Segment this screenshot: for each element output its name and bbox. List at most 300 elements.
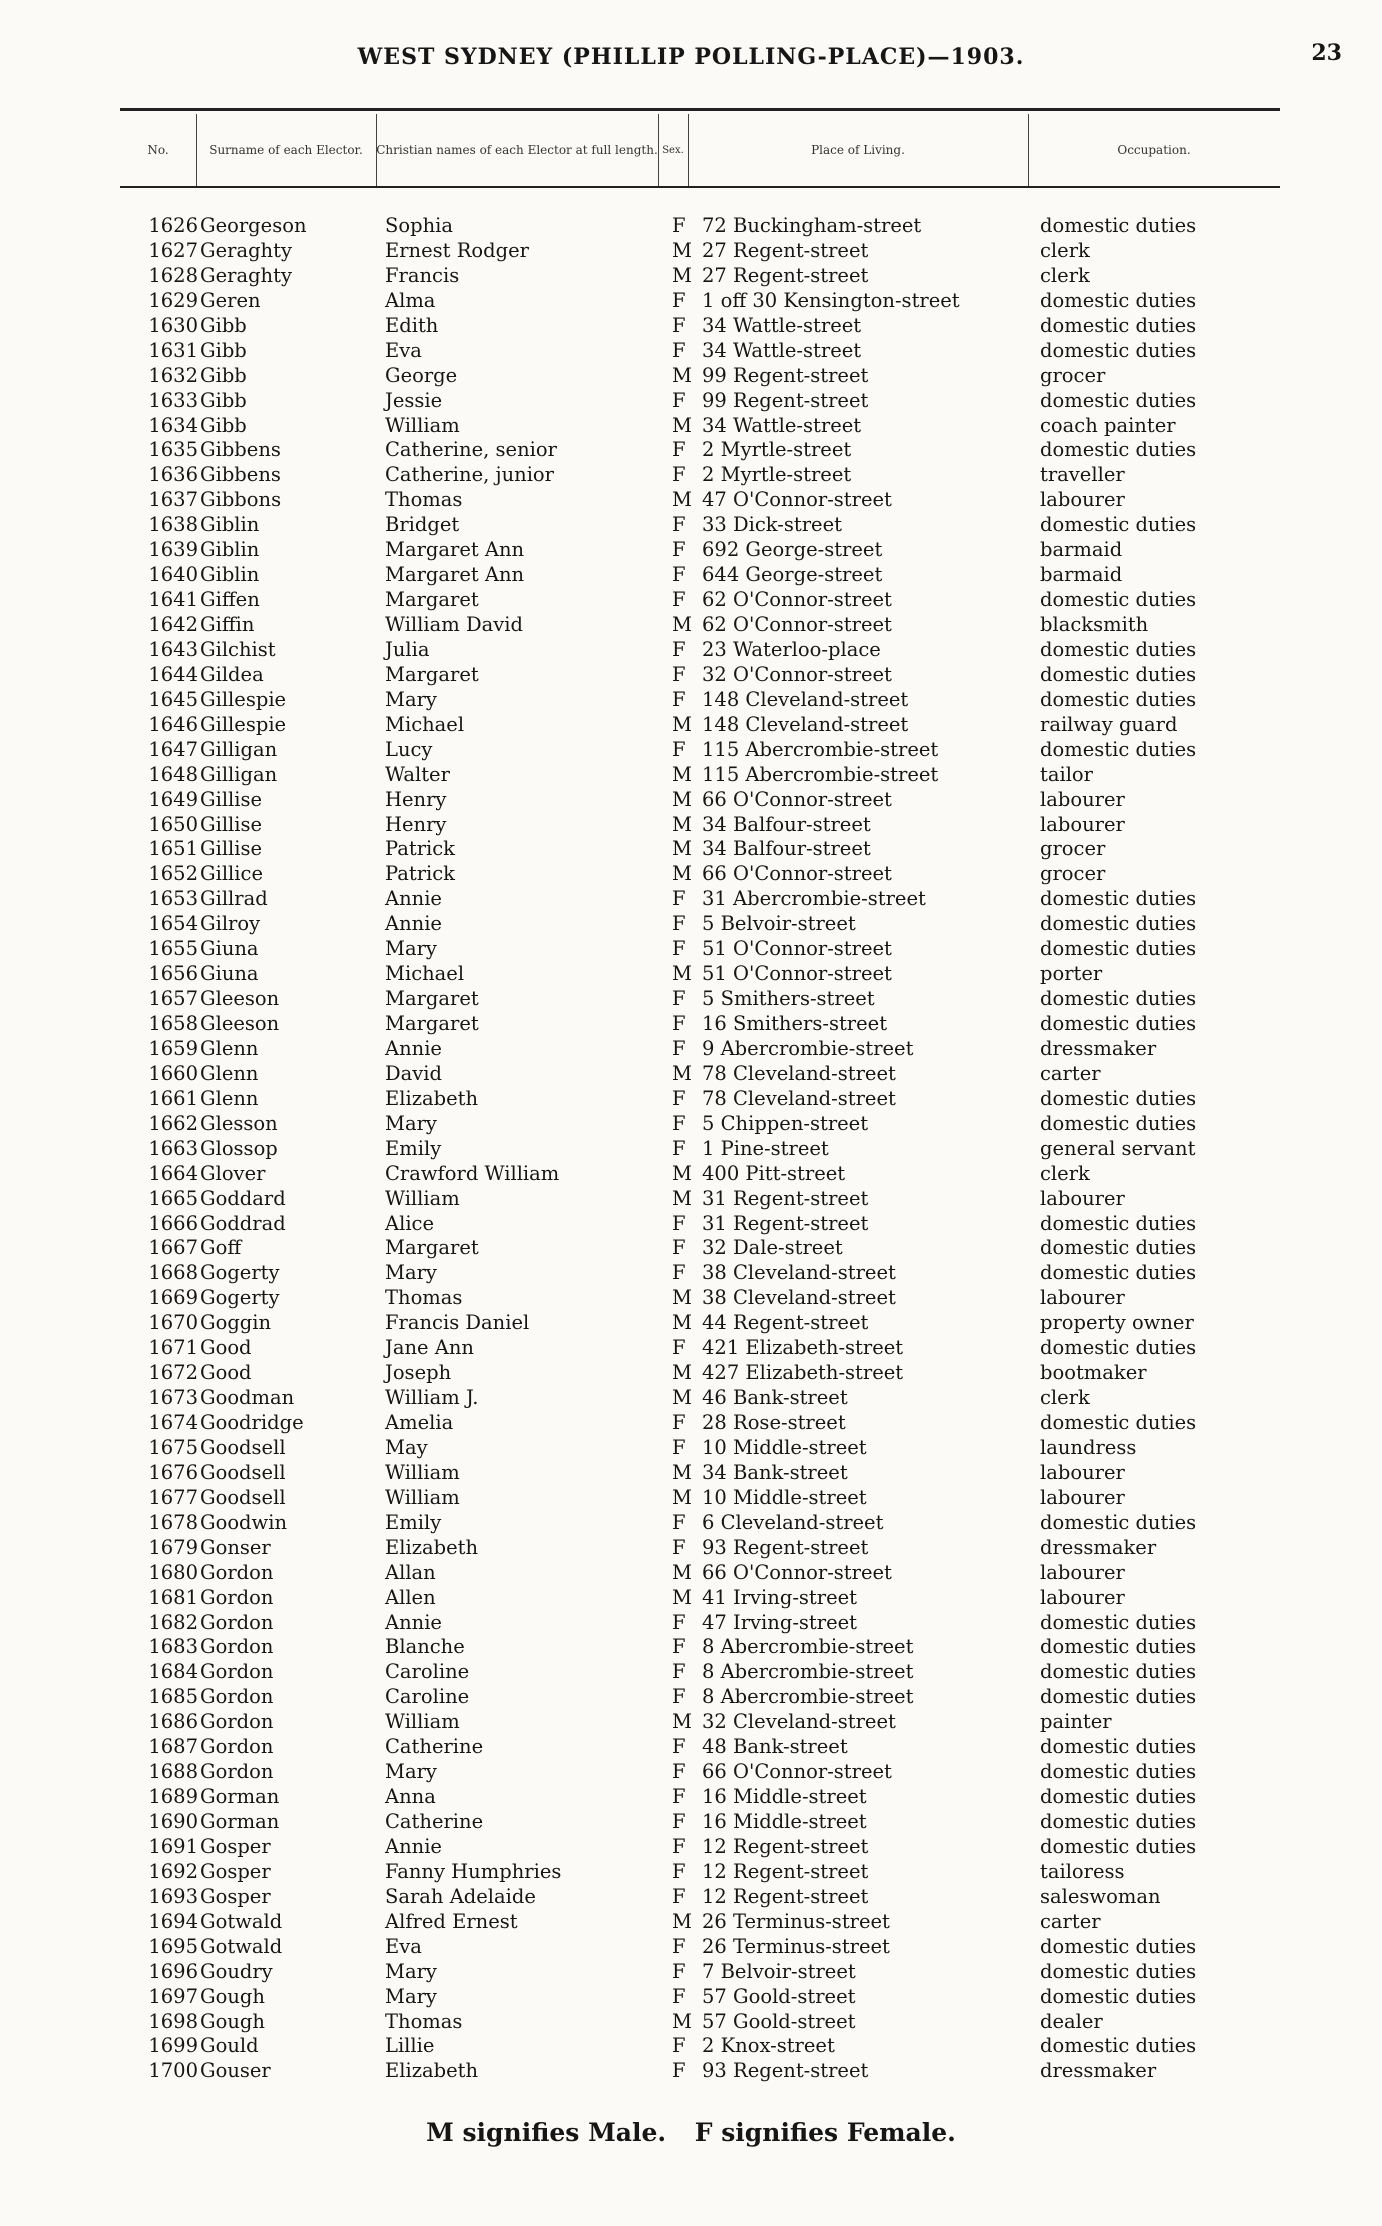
- elector-surname: Giffin: [200, 613, 255, 636]
- elector-surname: Glenn: [200, 1036, 259, 1060]
- elector-sex: F: [672, 313, 686, 337]
- elector-christian-names: William J.: [385, 1386, 479, 1410]
- page-title: WEST SYDNEY (PHILLIP POLLING-PLACE)—1903.: [357, 44, 1025, 70]
- elector-place-of-living: 48 Bank-street: [702, 1735, 848, 1759]
- elector-christian-names: Crawford William: [385, 1161, 560, 1185]
- table-row: [0, 1136, 1382, 1161]
- elector-occupation: barmaid: [1040, 563, 1123, 587]
- elector-christian-names: Annie: [385, 1036, 442, 1060]
- elector-sex: F: [672, 513, 686, 537]
- elector-place-of-living: 1 Pine-street: [702, 1136, 829, 1160]
- elector-number: 1656: [148, 962, 198, 986]
- elector-occupation: domestic duties: [1040, 637, 1197, 661]
- elector-christian-names: George: [385, 363, 458, 387]
- elector-number: 1642: [148, 613, 198, 636]
- elector-place-of-living: 12 Regent-street: [702, 1884, 869, 1908]
- elector-sex: F: [672, 1610, 686, 1634]
- elector-sex: F: [672, 1810, 686, 1833]
- table-row: [0, 1984, 1382, 2009]
- elector-surname: Goff: [200, 1236, 242, 1260]
- elector-christian-names: Catherine, senior: [385, 438, 557, 462]
- elector-number: 1651: [148, 837, 198, 861]
- header-occupation: Occupation.: [1117, 142, 1191, 157]
- elector-sex: M: [672, 1386, 692, 1410]
- elector-number: 1676: [148, 1460, 198, 1484]
- table-row: [0, 413, 1382, 438]
- elector-surname: Goodsell: [200, 1435, 286, 1459]
- elector-number: 1697: [148, 1984, 198, 2008]
- elector-occupation: domestic duties: [1040, 1760, 1197, 1784]
- elector-number: 1657: [148, 987, 198, 1011]
- elector-occupation: domestic duties: [1040, 887, 1197, 911]
- elector-place-of-living: 62 O'Connor-street: [702, 613, 892, 636]
- elector-sex: F: [672, 1510, 686, 1534]
- table-row: [0, 1385, 1382, 1410]
- elector-occupation: domestic duties: [1040, 1610, 1197, 1634]
- elector-occupation: domestic duties: [1040, 1959, 1197, 1983]
- elector-place-of-living: 62 O'Connor-street: [702, 588, 892, 612]
- elector-number: 1662: [148, 1111, 198, 1135]
- elector-surname: Goodman: [200, 1386, 295, 1410]
- elector-number: 1699: [148, 2034, 198, 2058]
- elector-surname: Gillrad: [200, 887, 268, 911]
- elector-occupation: dealer: [1040, 2009, 1103, 2033]
- elector-christian-names: Annie: [385, 912, 442, 936]
- elector-sex: F: [672, 687, 686, 711]
- elector-surname: Gillice: [200, 862, 263, 886]
- elector-place-of-living: 26 Terminus-street: [702, 1909, 890, 1933]
- table-row: [0, 587, 1382, 612]
- elector-sex: M: [672, 1161, 692, 1185]
- elector-surname: Glenn: [200, 1061, 259, 1085]
- table-row: [0, 1460, 1382, 1485]
- elector-occupation: traveller: [1040, 463, 1125, 487]
- elector-number: 1649: [148, 787, 198, 811]
- elector-surname: Gogerty: [200, 1261, 280, 1285]
- elector-sex: F: [672, 1111, 686, 1135]
- table-row: [0, 1684, 1382, 1709]
- elector-place-of-living: 57 Goold-street: [702, 2009, 856, 2033]
- elector-number: 1659: [148, 1036, 198, 1060]
- elector-surname: Goodsell: [200, 1460, 286, 1484]
- elector-number: 1672: [148, 1361, 198, 1385]
- table-row: [0, 363, 1382, 388]
- elector-occupation: labourer: [1040, 1186, 1125, 1210]
- elector-sex: F: [672, 1535, 686, 1559]
- elector-number: 1667: [148, 1236, 198, 1260]
- elector-occupation: porter: [1040, 962, 1103, 986]
- elector-sex: M: [672, 787, 692, 811]
- elector-christian-names: Francis: [385, 263, 460, 287]
- elector-number: 1670: [148, 1311, 198, 1335]
- elector-christian-names: Lucy: [385, 737, 433, 761]
- elector-christian-names: Catherine, junior: [385, 463, 554, 487]
- elector-occupation: carter: [1040, 1061, 1101, 1085]
- elector-surname: Gordon: [200, 1760, 274, 1784]
- table-row: [0, 263, 1382, 288]
- elector-number: 1632: [148, 363, 198, 387]
- elector-christian-names: Edith: [385, 313, 439, 337]
- table-row: [0, 687, 1382, 712]
- elector-occupation: dressmaker: [1040, 1535, 1157, 1559]
- table-row: [0, 537, 1382, 562]
- elector-number: 1633: [148, 388, 198, 412]
- elector-place-of-living: 38 Cleveland-street: [702, 1286, 896, 1310]
- elector-surname: Geraghty: [200, 238, 292, 262]
- elector-surname: Gotwald: [200, 1934, 283, 1958]
- table-row: [0, 1734, 1382, 1759]
- elector-place-of-living: 10 Middle-street: [702, 1485, 867, 1509]
- table-row: [0, 886, 1382, 911]
- elector-place-of-living: 400 Pitt-street: [702, 1161, 846, 1185]
- elector-surname: Gordon: [200, 1610, 274, 1634]
- elector-occupation: domestic duties: [1040, 1834, 1197, 1858]
- elector-place-of-living: 12 Regent-street: [702, 1834, 869, 1858]
- elector-christian-names: Mary: [385, 1261, 437, 1285]
- elector-place-of-living: 99 Regent-street: [702, 363, 869, 387]
- elector-occupation: domestic duties: [1040, 1510, 1197, 1534]
- elector-place-of-living: 7 Belvoir-street: [702, 1959, 856, 1983]
- elector-surname: Gillespie: [200, 687, 287, 711]
- elector-occupation: labourer: [1040, 812, 1125, 836]
- table-row: [0, 2009, 1382, 2034]
- elector-occupation: domestic duties: [1040, 1012, 1197, 1035]
- elector-surname: Goddrad: [200, 1211, 286, 1235]
- elector-number: 1634: [148, 413, 198, 437]
- elector-surname: Glover: [200, 1161, 266, 1185]
- elector-number: 1626: [148, 214, 198, 237]
- elector-number: 1698: [148, 2009, 198, 2033]
- elector-surname: Gosper: [200, 1859, 271, 1883]
- elector-surname: Goudry: [200, 1959, 273, 1983]
- elector-christian-names: William: [385, 1460, 460, 1484]
- elector-number: 1641: [148, 588, 198, 612]
- elector-sex: F: [672, 937, 686, 961]
- elector-place-of-living: 10 Middle-street: [702, 1435, 867, 1459]
- elector-sex: F: [672, 288, 686, 312]
- elector-number: 1668: [148, 1261, 198, 1285]
- elector-surname: Gough: [200, 2009, 265, 2033]
- elector-sex: F: [672, 1012, 686, 1035]
- elector-occupation: domestic duties: [1040, 1635, 1197, 1659]
- elector-place-of-living: 115 Abercrombie-street: [702, 762, 939, 786]
- elector-number: 1661: [148, 1086, 198, 1110]
- elector-sex: M: [672, 238, 692, 262]
- elector-occupation: dressmaker: [1040, 2059, 1157, 2083]
- elector-place-of-living: 6 Cleveland-street: [702, 1510, 884, 1534]
- elector-number: 1663: [148, 1136, 198, 1160]
- elector-christian-names: Elizabeth: [385, 1535, 479, 1559]
- elector-place-of-living: 66 O'Connor-street: [702, 787, 892, 811]
- elector-number: 1628: [148, 263, 198, 287]
- elector-christian-names: Allen: [385, 1585, 436, 1609]
- elector-sex: F: [672, 737, 686, 761]
- elector-surname: Goodwin: [200, 1510, 288, 1534]
- elector-christian-names: Emily: [385, 1136, 442, 1160]
- elector-place-of-living: 47 Irving-street: [702, 1610, 858, 1634]
- table-row: [0, 1335, 1382, 1360]
- elector-number: 1666: [148, 1211, 198, 1235]
- elector-surname: Gilchist: [200, 637, 276, 661]
- elector-surname: Geraghty: [200, 263, 292, 287]
- elector-christian-names: Emily: [385, 1510, 442, 1534]
- elector-place-of-living: 78 Cleveland-street: [702, 1061, 896, 1085]
- elector-number: 1645: [148, 687, 198, 711]
- elector-occupation: painter: [1040, 1710, 1112, 1734]
- table-row: [0, 1011, 1382, 1036]
- elector-occupation: domestic duties: [1040, 937, 1197, 961]
- elector-sex: F: [672, 1236, 686, 1260]
- elector-christian-names: Margaret: [385, 588, 479, 612]
- elector-occupation: railway guard: [1040, 712, 1178, 736]
- elector-christian-names: William: [385, 1485, 460, 1509]
- elector-sex: F: [672, 1261, 686, 1285]
- elector-number: 1684: [148, 1660, 198, 1684]
- elector-place-of-living: 99 Regent-street: [702, 388, 869, 412]
- elector-occupation: domestic duties: [1040, 1984, 1197, 2008]
- elector-sex: F: [672, 637, 686, 661]
- elector-place-of-living: 16 Smithers-street: [702, 1012, 888, 1035]
- elector-place-of-living: 2 Myrtle-street: [702, 438, 852, 462]
- elector-place-of-living: 26 Terminus-street: [702, 1934, 890, 1958]
- elector-place-of-living: 5 Smithers-street: [702, 987, 875, 1011]
- elector-surname: Glenn: [200, 1086, 259, 1110]
- elector-christian-names: Margaret Ann: [385, 563, 525, 587]
- table-row: [0, 213, 1382, 238]
- elector-surname: Goodridge: [200, 1411, 304, 1434]
- elector-occupation: bootmaker: [1040, 1361, 1147, 1385]
- elector-sex: F: [672, 1959, 686, 1983]
- elector-place-of-living: 44 Regent-street: [702, 1311, 869, 1335]
- elector-number: 1635: [148, 438, 198, 462]
- header-top-rule: [120, 108, 1280, 111]
- elector-occupation: domestic duties: [1040, 214, 1197, 237]
- elector-surname: Gilligan: [200, 762, 278, 786]
- elector-sex: M: [672, 837, 692, 861]
- elector-place-of-living: 27 Regent-street: [702, 263, 869, 287]
- table-row: [0, 1585, 1382, 1610]
- elector-sex: M: [672, 2009, 692, 2033]
- elector-occupation: domestic duties: [1040, 1236, 1197, 1260]
- elector-place-of-living: 8 Abercrombie-street: [702, 1685, 914, 1709]
- elector-place-of-living: 23 Waterloo-place: [702, 637, 881, 661]
- elector-christian-names: Lillie: [385, 2034, 435, 2058]
- elector-occupation: domestic duties: [1040, 388, 1197, 412]
- elector-number: 1660: [148, 1061, 198, 1085]
- elector-place-of-living: 2 Knox-street: [702, 2034, 835, 2058]
- elector-christian-names: Elizabeth: [385, 1086, 479, 1110]
- elector-number: 1640: [148, 563, 198, 587]
- elector-occupation: labourer: [1040, 1560, 1125, 1584]
- elector-occupation: labourer: [1040, 1286, 1125, 1310]
- elector-sex: F: [672, 1984, 686, 2008]
- elector-christian-names: Elizabeth: [385, 2059, 479, 2083]
- elector-surname: Gillise: [200, 787, 263, 811]
- elector-surname: Gorman: [200, 1785, 280, 1809]
- header-place-of-living: Place of Living.: [688, 114, 1029, 186]
- elector-number: 1629: [148, 288, 198, 312]
- elector-sex: M: [672, 1311, 692, 1335]
- elector-christian-names: Mary: [385, 1760, 437, 1784]
- elector-occupation: domestic duties: [1040, 1660, 1197, 1684]
- elector-christian-names: Margaret: [385, 662, 479, 686]
- elector-christian-names: Mary: [385, 1984, 437, 2008]
- elector-occupation: domestic duties: [1040, 288, 1197, 312]
- elector-christian-names: Joseph: [385, 1361, 452, 1385]
- elector-surname: Good: [200, 1361, 252, 1385]
- elector-sex: F: [672, 2059, 686, 2083]
- table-row: [0, 936, 1382, 961]
- elector-sex: F: [672, 338, 686, 362]
- elector-christian-names: William: [385, 413, 460, 437]
- elector-occupation: domestic duties: [1040, 1111, 1197, 1135]
- elector-occupation: domestic duties: [1040, 912, 1197, 936]
- elector-place-of-living: 1 off 30 Kensington-street: [702, 288, 960, 312]
- table-row: [0, 1634, 1382, 1659]
- legend-male: M signifies Male.: [426, 2118, 667, 2147]
- table-row: [0, 762, 1382, 787]
- elector-sex: M: [672, 862, 692, 886]
- elector-sex: M: [672, 1286, 692, 1310]
- elector-christian-names: Thomas: [385, 1286, 463, 1310]
- elector-place-of-living: 33 Dick-street: [702, 513, 842, 537]
- elector-sex: F: [672, 1884, 686, 1908]
- elector-number: 1658: [148, 1012, 198, 1035]
- elector-sex: M: [672, 1460, 692, 1484]
- table-row: [0, 1111, 1382, 1136]
- elector-sex: F: [672, 1934, 686, 1958]
- elector-christian-names: Margaret: [385, 1012, 479, 1035]
- table-row: [0, 812, 1382, 837]
- elector-place-of-living: 427 Elizabeth-street: [702, 1361, 904, 1385]
- elector-surname: Gleeson: [200, 1012, 280, 1035]
- elector-surname: Good: [200, 1336, 252, 1360]
- elector-place-of-living: 148 Cleveland-street: [702, 687, 909, 711]
- table-row: [0, 737, 1382, 762]
- elector-number: 1678: [148, 1510, 198, 1534]
- elector-occupation: clerk: [1040, 263, 1090, 287]
- elector-surname: Gibb: [200, 388, 247, 412]
- elector-surname: Gibbons: [200, 488, 282, 512]
- elector-occupation: property owner: [1040, 1311, 1194, 1335]
- elector-occupation: clerk: [1040, 1161, 1090, 1185]
- elector-sex: F: [672, 1785, 686, 1809]
- elector-occupation: dressmaker: [1040, 1036, 1157, 1060]
- elector-number: 1627: [148, 238, 198, 262]
- elector-christian-names: Julia: [385, 637, 430, 661]
- elector-surname: Gibb: [200, 413, 247, 437]
- table-row: [0, 1934, 1382, 1959]
- table-row: [0, 861, 1382, 886]
- elector-surname: Giuna: [200, 937, 259, 961]
- elector-christian-names: Michael: [385, 712, 465, 736]
- table-row: [0, 1235, 1382, 1260]
- table-row: [0, 961, 1382, 986]
- elector-number: 1673: [148, 1386, 198, 1410]
- elector-occupation: domestic duties: [1040, 1086, 1197, 1110]
- elector-sex: F: [672, 662, 686, 686]
- elector-occupation: domestic duties: [1040, 737, 1197, 761]
- elector-christian-names: Mary: [385, 1111, 437, 1135]
- elector-place-of-living: 9 Abercrombie-street: [702, 1036, 914, 1060]
- elector-place-of-living: 34 Bank-street: [702, 1460, 848, 1484]
- table-row: [0, 1959, 1382, 1984]
- elector-number: 1652: [148, 862, 198, 886]
- elector-place-of-living: 34 Wattle-street: [702, 413, 862, 437]
- elector-surname: Gordon: [200, 1660, 274, 1684]
- table-row: [0, 1435, 1382, 1460]
- elector-number: 1695: [148, 1934, 198, 1958]
- elector-christian-names: Bridget: [385, 513, 460, 537]
- elector-sex: M: [672, 363, 692, 387]
- elector-sex: F: [672, 463, 686, 487]
- table-row: [0, 288, 1382, 313]
- elector-place-of-living: 93 Regent-street: [702, 1535, 869, 1559]
- elector-christian-names: Caroline: [385, 1685, 470, 1709]
- elector-place-of-living: 41 Irving-street: [702, 1585, 858, 1609]
- elector-christian-names: Michael: [385, 962, 465, 986]
- elector-sex: M: [672, 488, 692, 512]
- elector-number: 1694: [148, 1909, 198, 1933]
- elector-place-of-living: 32 Dale-street: [702, 1236, 843, 1260]
- elector-place-of-living: 78 Cleveland-street: [702, 1086, 896, 1110]
- elector-surname: Geren: [200, 288, 261, 312]
- elector-occupation: domestic duties: [1040, 1685, 1197, 1709]
- elector-sex: F: [672, 912, 686, 936]
- elector-list: [0, 213, 1382, 2083]
- table-row: [0, 388, 1382, 413]
- elector-surname: Gibb: [200, 338, 247, 362]
- elector-number: 1636: [148, 463, 198, 487]
- elector-christian-names: William: [385, 1710, 460, 1734]
- elector-place-of-living: 2 Myrtle-street: [702, 463, 852, 487]
- elector-number: 1631: [148, 338, 198, 362]
- elector-christian-names: Thomas: [385, 488, 463, 512]
- elector-place-of-living: 8 Abercrombie-street: [702, 1660, 914, 1684]
- elector-place-of-living: 34 Balfour-street: [702, 837, 871, 861]
- table-row: [0, 1360, 1382, 1385]
- elector-place-of-living: 5 Belvoir-street: [702, 912, 856, 936]
- elector-place-of-living: 34 Wattle-street: [702, 313, 862, 337]
- elector-surname: Goggin: [200, 1311, 272, 1335]
- elector-occupation: blacksmith: [1040, 613, 1149, 636]
- table-row: [0, 1884, 1382, 1909]
- elector-place-of-living: 51 O'Connor-street: [702, 937, 892, 961]
- elector-christian-names: Alfred Ernest: [385, 1909, 518, 1933]
- elector-christian-names: Jane Ann: [385, 1336, 474, 1360]
- elector-surname: Gosper: [200, 1834, 271, 1858]
- elector-number: 1680: [148, 1560, 198, 1584]
- elector-occupation: domestic duties: [1040, 438, 1197, 462]
- elector-sex: M: [672, 1710, 692, 1734]
- elector-number: 1686: [148, 1710, 198, 1734]
- elector-christian-names: Henry: [385, 812, 447, 836]
- elector-number: 1690: [148, 1810, 198, 1833]
- elector-number: 1671: [148, 1336, 198, 1360]
- elector-number: 1647: [148, 737, 198, 761]
- table-row: [0, 338, 1382, 363]
- elector-occupation: domestic duties: [1040, 662, 1197, 686]
- elector-place-of-living: 34 Balfour-street: [702, 812, 871, 836]
- elector-place-of-living: 38 Cleveland-street: [702, 1261, 896, 1285]
- elector-sex: M: [672, 1560, 692, 1584]
- elector-surname: Gibb: [200, 363, 247, 387]
- table-row: [0, 836, 1382, 861]
- elector-number: 1696: [148, 1959, 198, 1983]
- elector-number: 1644: [148, 662, 198, 686]
- elector-number: 1669: [148, 1286, 198, 1310]
- elector-occupation: general servant: [1040, 1136, 1196, 1160]
